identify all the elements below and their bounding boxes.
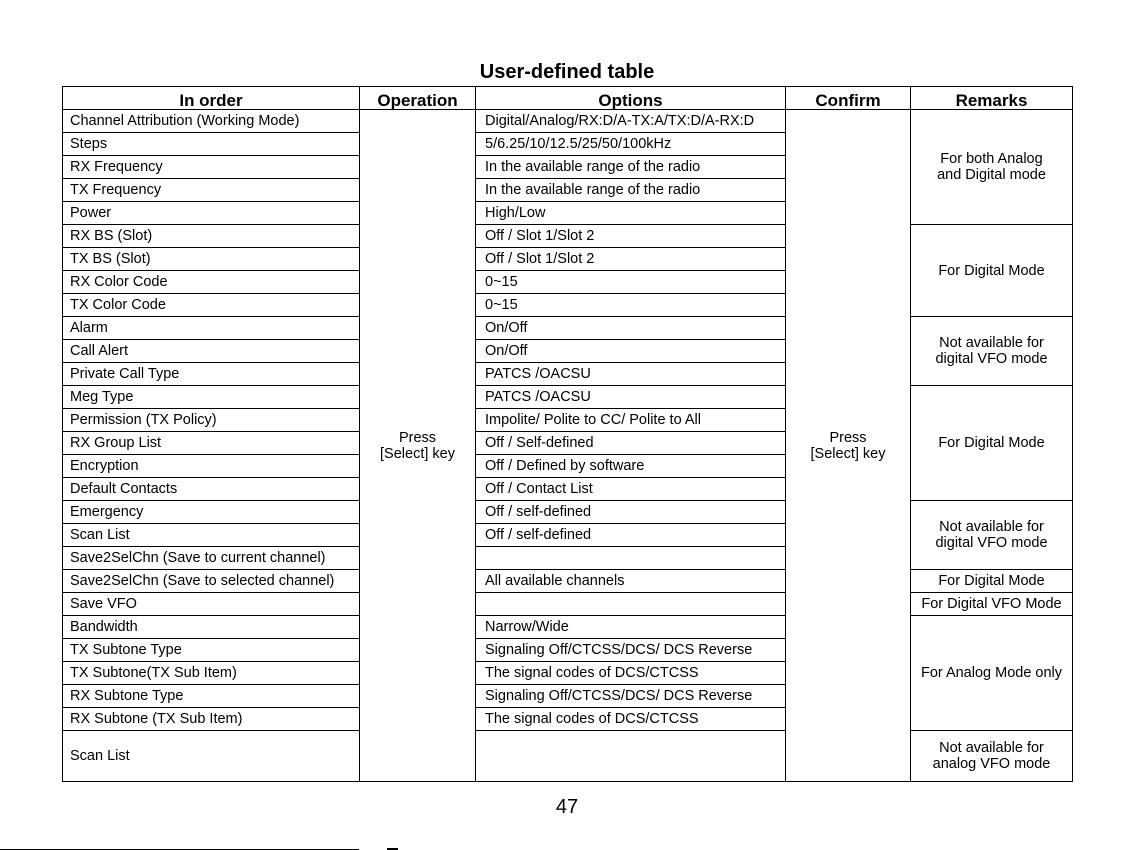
item-cell: Power	[63, 202, 360, 225]
header-operation: Operation	[360, 87, 476, 110]
table-title: User-defined table	[479, 61, 655, 83]
remark-line: For Digital Mode	[938, 262, 1045, 279]
remark-line: Not available for	[939, 519, 1044, 535]
option-cell: 5/6.25/10/12.5/25/50/100kHz	[476, 133, 786, 156]
operation-cell	[360, 110, 476, 782]
remark-cell	[911, 317, 1073, 386]
remark-line: For Digital VFO Mode	[921, 596, 1062, 612]
confirm-line-1: Press	[829, 429, 867, 446]
item-cell: Save2SelChn (Save to current channel)	[63, 547, 360, 570]
option-cell: Signaling Off/CTCSS/DCS/ DCS Reverse	[476, 685, 786, 708]
header-confirm: Confirm	[786, 87, 911, 110]
item-cell: Encryption	[63, 455, 360, 478]
item-cell: Emergency	[63, 501, 360, 524]
operation-line-1: Press	[398, 429, 437, 446]
item-cell: Scan List	[63, 731, 360, 782]
item-cell: Scan List	[63, 524, 360, 547]
option-cell	[476, 731, 786, 782]
option-cell: Off / Defined by software	[476, 455, 786, 478]
remark-line: digital VFO mode	[935, 535, 1048, 551]
remark-cell	[911, 386, 1073, 501]
item-cell: Save VFO	[63, 593, 360, 616]
header-options: Options	[476, 87, 786, 110]
option-cell: Signaling Off/CTCSS/DCS/ DCS Reverse	[476, 639, 786, 662]
remark-line: Not available for	[939, 740, 1044, 756]
header-remarks: Remarks	[911, 87, 1073, 110]
remark-line: For Analog Mode only	[920, 665, 1063, 681]
item-cell: RX Subtone Type	[63, 685, 360, 708]
item-cell: RX Frequency	[63, 156, 360, 179]
item-cell: Steps	[63, 133, 360, 156]
page-number: 47	[555, 796, 579, 818]
remark-line: For Digital Mode	[938, 573, 1045, 589]
remark-cell	[911, 593, 1073, 616]
option-cell	[476, 547, 786, 570]
remark-line: analog VFO mode	[932, 756, 1051, 772]
operation-line-2: [Select] key	[380, 445, 455, 462]
remark-cell	[911, 731, 1073, 782]
option-cell: 0~15	[476, 294, 786, 317]
option-cell: On/Off	[476, 317, 786, 340]
option-cell: Off / Slot 1/Slot 2	[476, 225, 786, 248]
item-cell: RX Color Code	[63, 271, 360, 294]
option-cell: Impolite/ Polite to CC/ Polite to All	[476, 409, 786, 432]
item-cell: TX Color Code	[63, 294, 360, 317]
option-cell: The signal codes of DCS/CTCSS	[476, 662, 786, 685]
option-cell: Off / self-defined	[476, 524, 786, 547]
option-cell: PATCS /OACSU	[476, 363, 786, 386]
option-cell: Digital/Analog/RX:D/A-TX:A/TX:D/A-RX:D	[476, 110, 786, 133]
option-cell: Off / Slot 1/Slot 2	[476, 248, 786, 271]
option-cell: 0~15	[476, 271, 786, 294]
option-cell: All available channels	[476, 570, 786, 593]
option-cell: In the available range of the radio	[476, 179, 786, 202]
remark-cell	[911, 225, 1073, 317]
item-cell: Alarm	[63, 317, 360, 340]
remark-line: Not available for	[939, 335, 1044, 351]
option-cell: On/Off	[476, 340, 786, 363]
item-cell: Call Alert	[63, 340, 360, 363]
item-cell: Channel Attribution (Working Mode)	[63, 110, 360, 133]
item-cell: Permission (TX Policy)	[63, 409, 360, 432]
header-in-order: In order	[63, 87, 360, 110]
item-cell: Default Contacts	[63, 478, 360, 501]
item-cell: TX Subtone(TX Sub Item)	[63, 662, 360, 685]
item-cell: Bandwidth	[63, 616, 360, 639]
remark-line: For Digital Mode	[938, 435, 1045, 451]
option-cell: The signal codes of DCS/CTCSS	[476, 708, 786, 731]
item-cell: TX BS (Slot)	[63, 248, 360, 271]
remark-cell	[911, 501, 1073, 570]
item-cell: TX Frequency	[63, 179, 360, 202]
option-cell: In the available range of the radio	[476, 156, 786, 179]
remark-cell	[911, 570, 1073, 593]
remark-line: For both Analog	[940, 151, 1043, 167]
remark-cell	[911, 110, 1073, 225]
item-cell: Meg Type	[63, 386, 360, 409]
remark-line: digital VFO mode	[935, 351, 1048, 367]
item-cell: Save2SelChn (Save to selected channel)	[63, 570, 360, 593]
option-cell: High/Low	[476, 202, 786, 225]
option-cell: Off / self-defined	[476, 501, 786, 524]
remark-line: and Digital mode	[937, 167, 1046, 183]
remark-cell	[911, 616, 1073, 731]
option-cell: Narrow/Wide	[476, 616, 786, 639]
option-cell	[476, 593, 786, 616]
item-cell: RX Subtone (TX Sub Item)	[63, 708, 360, 731]
user-defined-table	[62, 86, 1073, 782]
item-cell: RX BS (Slot)	[63, 225, 360, 248]
option-cell: PATCS /OACSU	[476, 386, 786, 409]
option-cell: Off / Contact List	[476, 478, 786, 501]
option-cell: Off / Self-defined	[476, 432, 786, 455]
confirm-line-2: [Select] key	[810, 445, 886, 462]
item-cell: TX Subtone Type	[63, 639, 360, 662]
confirm-cell	[786, 110, 911, 782]
item-cell: Private Call Type	[63, 363, 360, 386]
item-cell: RX Group List	[63, 432, 360, 455]
